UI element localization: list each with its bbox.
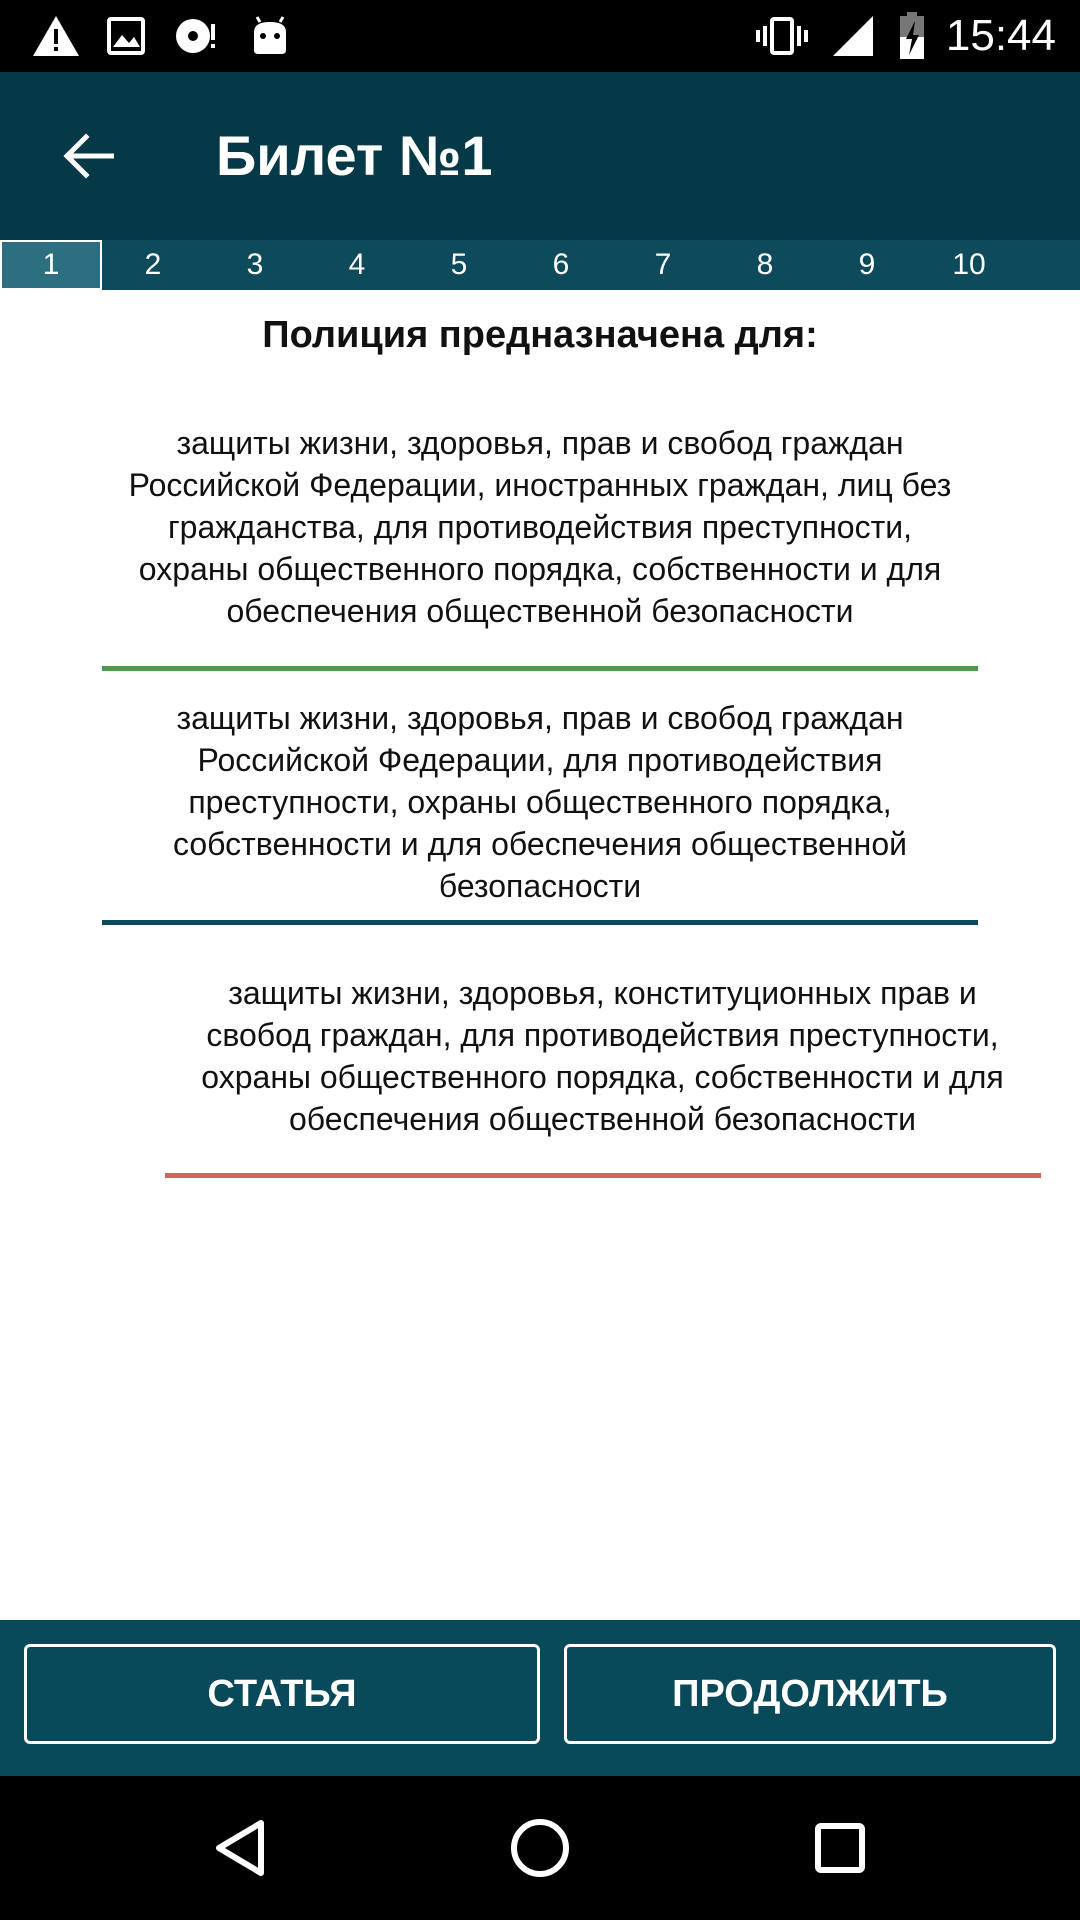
nav-home-icon[interactable] xyxy=(480,1776,600,1920)
tab-6[interactable]: 6 xyxy=(552,248,570,281)
status-bar xyxy=(0,0,1080,72)
answer-option-3[interactable]: защиты жизни, здоровья, конституционных прав и свобод граждан, для противодействия преступности, охраны общественного порядка, собственности и для обеспечения общественной безопасности xyxy=(201,975,1004,1137)
answer-1-underline xyxy=(102,666,978,671)
tab-5[interactable]: 5 xyxy=(450,248,468,281)
tab-2[interactable]: 2 xyxy=(144,248,162,281)
tab-1[interactable]: 1 xyxy=(0,240,102,290)
tab-8[interactable]: 8 xyxy=(756,248,774,281)
bottom-action-bar xyxy=(0,1620,1080,1776)
vibrate-icon xyxy=(754,0,810,72)
back-button[interactable] xyxy=(48,116,128,196)
ticket-tab-strip xyxy=(0,240,1080,290)
nav-recents-icon[interactable] xyxy=(780,1776,900,1920)
arrow-back-icon xyxy=(62,133,114,179)
disc-icon xyxy=(172,0,224,72)
question-text: Полиция предназначена для: xyxy=(262,314,818,356)
continue-button[interactable]: ПРОДОЛЖИТЬ xyxy=(564,1644,1056,1744)
page-title: Билет №1 xyxy=(216,124,493,187)
tab-10[interactable]: 10 xyxy=(952,248,986,281)
answer-3-underline xyxy=(165,1173,1041,1178)
answer-option-1[interactable]: защиты жизни, здоровья, прав и свобод граждан Российской Федерации, иностранных граждан, лиц без гражданства, для противодействия преступности, охраны общественного порядка, собственности и для обеспечения общественной безопасности xyxy=(128,425,952,629)
answer-2-underline xyxy=(102,920,978,925)
signal-icon xyxy=(830,0,876,72)
tab-3[interactable]: 3 xyxy=(246,248,264,281)
android-icon xyxy=(248,0,292,72)
status-time: 15:44 xyxy=(945,11,1056,60)
article-button[interactable]: СТАТЬЯ xyxy=(24,1644,540,1744)
tab-4[interactable]: 4 xyxy=(348,248,366,281)
warning-icon xyxy=(28,0,84,72)
image-icon xyxy=(104,0,148,72)
tab-7[interactable]: 7 xyxy=(654,248,672,281)
battery-charging-icon xyxy=(896,0,928,72)
app-bar xyxy=(0,72,1080,240)
system-nav-bar xyxy=(0,1776,1080,1920)
answer-option-2[interactable]: защиты жизни, здоровья, прав и свобод граждан Российской Федерации, для противодействия преступности, охраны общественного порядка, собственности и для обеспечения общественной безопасности xyxy=(173,700,907,904)
tab-9[interactable]: 9 xyxy=(858,248,876,281)
nav-back-icon[interactable] xyxy=(180,1776,300,1920)
